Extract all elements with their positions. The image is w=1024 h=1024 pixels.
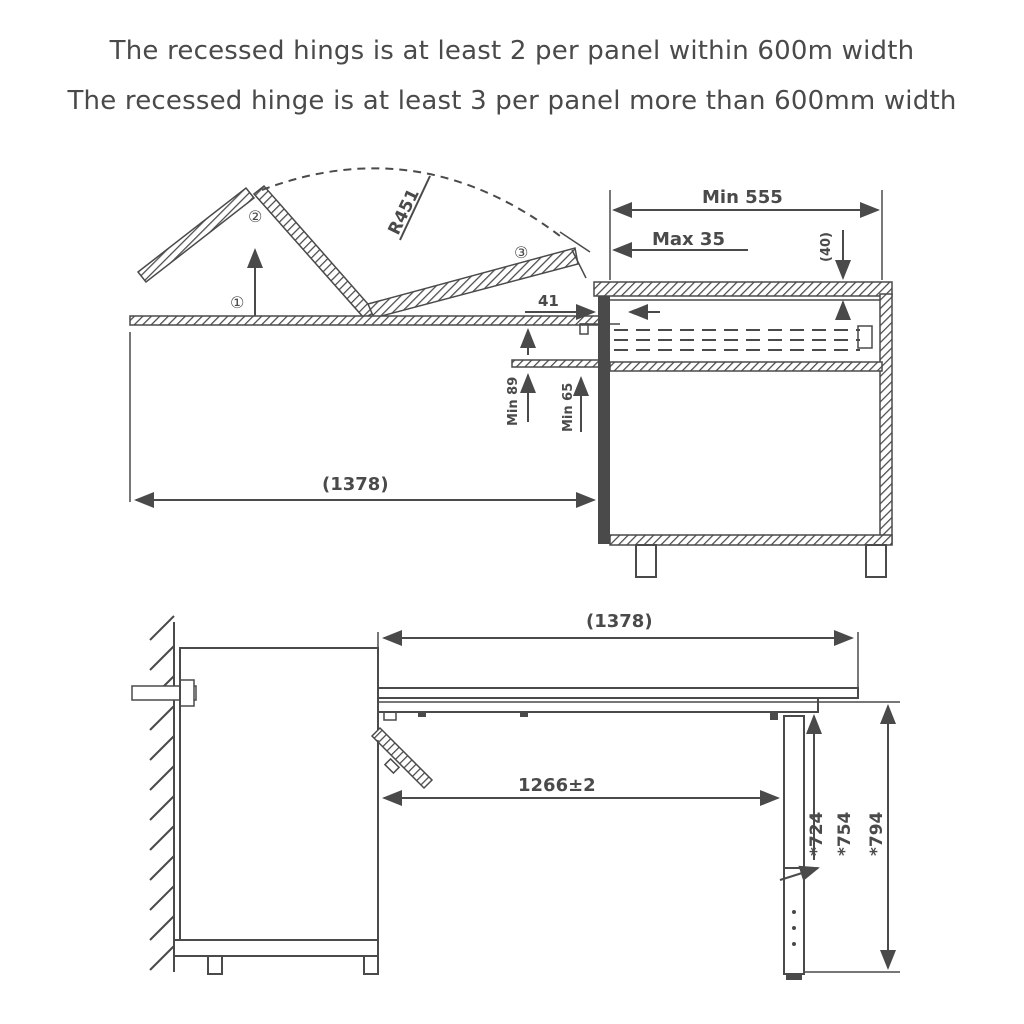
bottom-length-1378-label: (1378) [586, 611, 653, 632]
table-top [378, 688, 858, 698]
wall [150, 616, 174, 972]
step-2-marker: ② [248, 207, 263, 226]
side-cabinet [180, 648, 378, 940]
height-754-label: *754 [835, 811, 855, 856]
min-89-label: Min 89 [506, 376, 521, 426]
drawer-slots [614, 330, 860, 350]
cabinet-shelf [610, 362, 882, 371]
gap-40-label: (40) [819, 232, 834, 262]
step-1-marker: ① [230, 293, 245, 312]
max-35-label: Max 35 [652, 229, 725, 250]
span-1266-label: 1266±2 [518, 775, 596, 796]
bottom-view [132, 611, 900, 980]
lid-panel-center [254, 186, 375, 318]
cabinet-front-panel [598, 294, 610, 544]
closed-lid [130, 316, 600, 325]
dim-41-label: 41 [538, 292, 559, 310]
lid-panel-left [138, 188, 254, 282]
table-leg [784, 716, 804, 868]
cabinet-foot-right [866, 545, 886, 577]
caption-line-1: The recessed hings is at least 2 per panel within 600m width [109, 36, 915, 66]
min-555-label: Min 555 [702, 187, 783, 208]
cabinet-base [610, 535, 892, 545]
min-65-label: Min 65 [561, 382, 576, 432]
top-view [130, 168, 892, 577]
top-length-1378-label: (1378) [322, 474, 389, 495]
cabinet-top [594, 282, 892, 296]
height-724-label: *724 [807, 811, 827, 856]
step-3-marker: ③ [514, 243, 529, 262]
caption-line-2: The recessed hinge is at least 3 per panel more than 600mm width [67, 86, 957, 116]
radius-label: R451 [384, 185, 424, 239]
cabinet-foot-left [636, 545, 656, 577]
cabinet-right-wall [880, 294, 892, 544]
hanging-lid [372, 728, 432, 788]
height-794-label: *794 [867, 811, 887, 856]
